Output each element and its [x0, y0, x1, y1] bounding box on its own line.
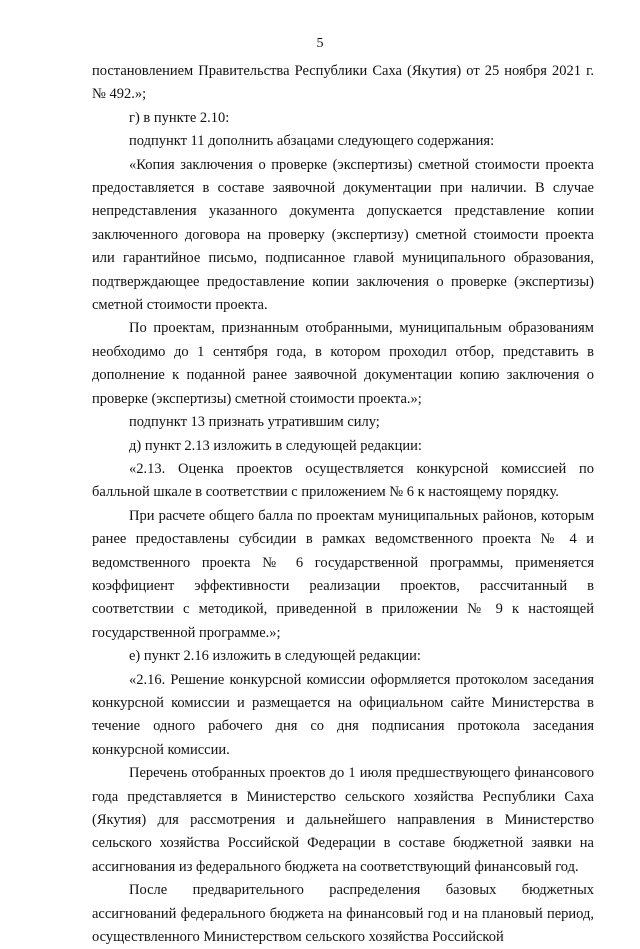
paragraph-item-g: г) в пункте 2.10: — [129, 109, 230, 126]
paragraph-budget-allocation: После предварительного распределения базовых бюджетных ассигнований федерального бюджета на финансовый год и на плановый период, осуществленного Министерством сельского хозяйства Российской — [92, 882, 594, 946]
paragraph-subitem-11: подпункт 11 дополнить абзацами следующего содержания: — [129, 133, 495, 150]
paragraph-item-d: д) пункт 2.13 изложить в следующей редакции: — [129, 437, 422, 454]
paragraph-2-16: «2.16. Решение конкурсной комиссии оформляется протоколом заседания конкурсной комиссии и размещается на официальном сайте Министерства в течение одного рабочего дня со дня подписания протокола заседания конкурсной комиссии. — [92, 671, 594, 758]
paragraph-2-13: «2.13. Оценка проектов осуществляется конкурсной комиссией по балльной шкале в соответствии с приложением № 6 к настоящему порядку. — [92, 460, 594, 501]
paragraph-estimate-copy: «Копия заключения о проверке (экспертизы) сметной стоимости проекта предоставляется в составе заявочной документации при наличии. В случае непредставления указанного документа допускается представление копии заключенного договора на проверку (экспертизу) сметной стоимости проекта или гарантийное письмо, подписанное главой муниципального образования, подтверждающее предоставление копии заключения о проверке (экспертизы) сметной стоимости проекта. — [92, 156, 594, 314]
page-number: 5 — [316, 36, 324, 51]
paragraph-project-list: Перечень отобранных проектов до 1 июля предшествующего финансового года представляется в Министерство сельского хозяйства Республики Саха (Якутия) для рассмотрения и дальнейшего направления в Министерство сельского хозяйства Российской Федерации в составе бюджетной заявки на ассигнования из федерального бюджета на соответствующий финансовый год. — [92, 765, 594, 875]
paragraph-decree-reference: постановлением Правительства Республики Саха (Якутия) от 25 ноября 2021 г. № 492.»; — [92, 63, 594, 103]
paragraph-subitem-13: подпункт 13 признать утратившим силу; — [129, 414, 380, 431]
paragraph-score-calculation: При расчете общего балла по проектам муниципальных районов, которым ранее предоставлены субсидии в рамках ведомственного проекта № 4 и ведомственного проекта № 6 государственной программы, применяется коэффициент эффективности реализации проектов, рассчитанный в соответствии с методикой, приведенной в приложении № 9 к настоящей государственной программе.»; — [92, 507, 594, 641]
document-body — [92, 60, 594, 949]
paragraph-selected-projects: По проектам, признанным отобранными, муниципальным образованиям необходимо до 1 сентября года, в котором проходил отбор, представить в дополнение к поданной ранее заявочной документации копию заключения о проверке (экспертизы) сметной стоимости проекта.»; — [92, 320, 594, 407]
paragraph-item-e: е) пункт 2.16 изложить в следующей редакции: — [129, 648, 421, 665]
